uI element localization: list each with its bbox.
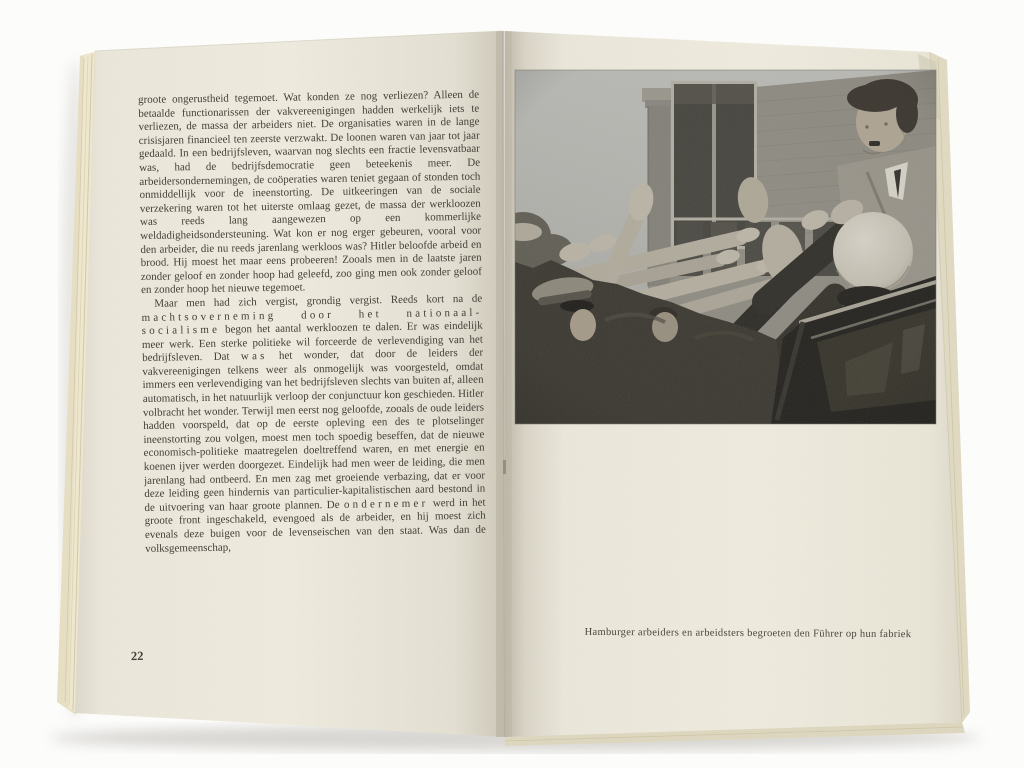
emphasized-spaced-text: machtsoverneming door het nationaal-socialisme: [141, 306, 483, 338]
page-number: 22: [130, 648, 144, 664]
emphasized-spaced-text: ondernemer: [343, 497, 429, 511]
left-page-text-column: [138, 89, 488, 650]
emphasized-spaced-text: was: [240, 350, 268, 363]
body-text: Maar men had zich vergist, grondig vergist. Reeds kort na de: [154, 292, 483, 310]
body-text: groote ongerustheid tegemoet. Wat konden ze nog verliezen? Alleen de betaalde functionarissen der vakvereenigingen hadden werkelijk iets te verliezen, de massa der arbeiders niet. De organisaties waren in de lange crisisjaren financieel ten zeerste verzwakt. De loonen waren van jaar tot jaar gedaald. In een bedrijfsleven, waarvan nog slechts een fractie levensvatbaar was, had de bedrijfsdemocratie geen beteekenis meer. De arbeidersondernemingen, de coöperaties waren teniet gegaan of stonden toch onmiddellijk voor de ineenstorting. De uitkeeringen van de sociale verzekering waren tot het uiterste omlaag gezet, de massa der werkloozen was reeds lang aangewezen op een kommerlijke weldadigheidsondersteuning. Wat kon er nog erger gebeuren, vooral voor den arbeider, die nu reeds jarenlang werkloos was? Hitler beloofde arbeid en brood. Hij moest het maar eens probeeren! Zooals men in de laatste jaren zonder geloof en zonder hoop had geleefd, zoo ging men ook zonder geloof en zonder hoop het nieuwe tegemoet.: [138, 88, 482, 297]
body-text: werd in het groote front ingeschakeld, evengoed als de arbeider, en hij moest zich evenals deze buigen voor de levenseischen van den staat. Was dan de volksgemeenschap,: [144, 496, 486, 555]
body-text: het wonder, dat door de leiders der vakvereenigingen telkens weer als onmogelijk was voorgesteld, omdat immers een verlevendiging van het bedrijfsleven slechts van buiten af, alleen automatisch, in het natuurlijk verloop der conjunctuur kon geschieden. Hitler volbracht het wonder. Terwijl men eerst nog geloofde, zooals de oude leiders hadden voorspeld, dat op de eerste opleving een des te plotselinger ineenstorting zou volgen, moest men toch spoedig beseffen, dat de nieuwe economisch-politieke maatregelen doeltreffend waren, en met energie en koenen ijver werden doorgezet. Eindelijk had men weer de leiding, die men jarenlang had ontbeerd. En men zag met groeiende verbazing, dat er voor deze leiding geen hindernis van particulier-kapitalistischen aard bestond in de uitvoering van haar groote plannen. De: [142, 346, 486, 514]
paragraph: [138, 89, 482, 298]
paragraph: [141, 293, 486, 557]
body-text: begon het aantal werkloozen te dalen. Er was eindelijk meer werk. Een sterke politieke wil forceerde de verlevendiging van het bedrijfsleven. Dat: [141, 319, 483, 365]
photo-caption: Hamburger arbeiders en arbeidsters begroeten den Führer op hun fabriek: [584, 626, 912, 641]
